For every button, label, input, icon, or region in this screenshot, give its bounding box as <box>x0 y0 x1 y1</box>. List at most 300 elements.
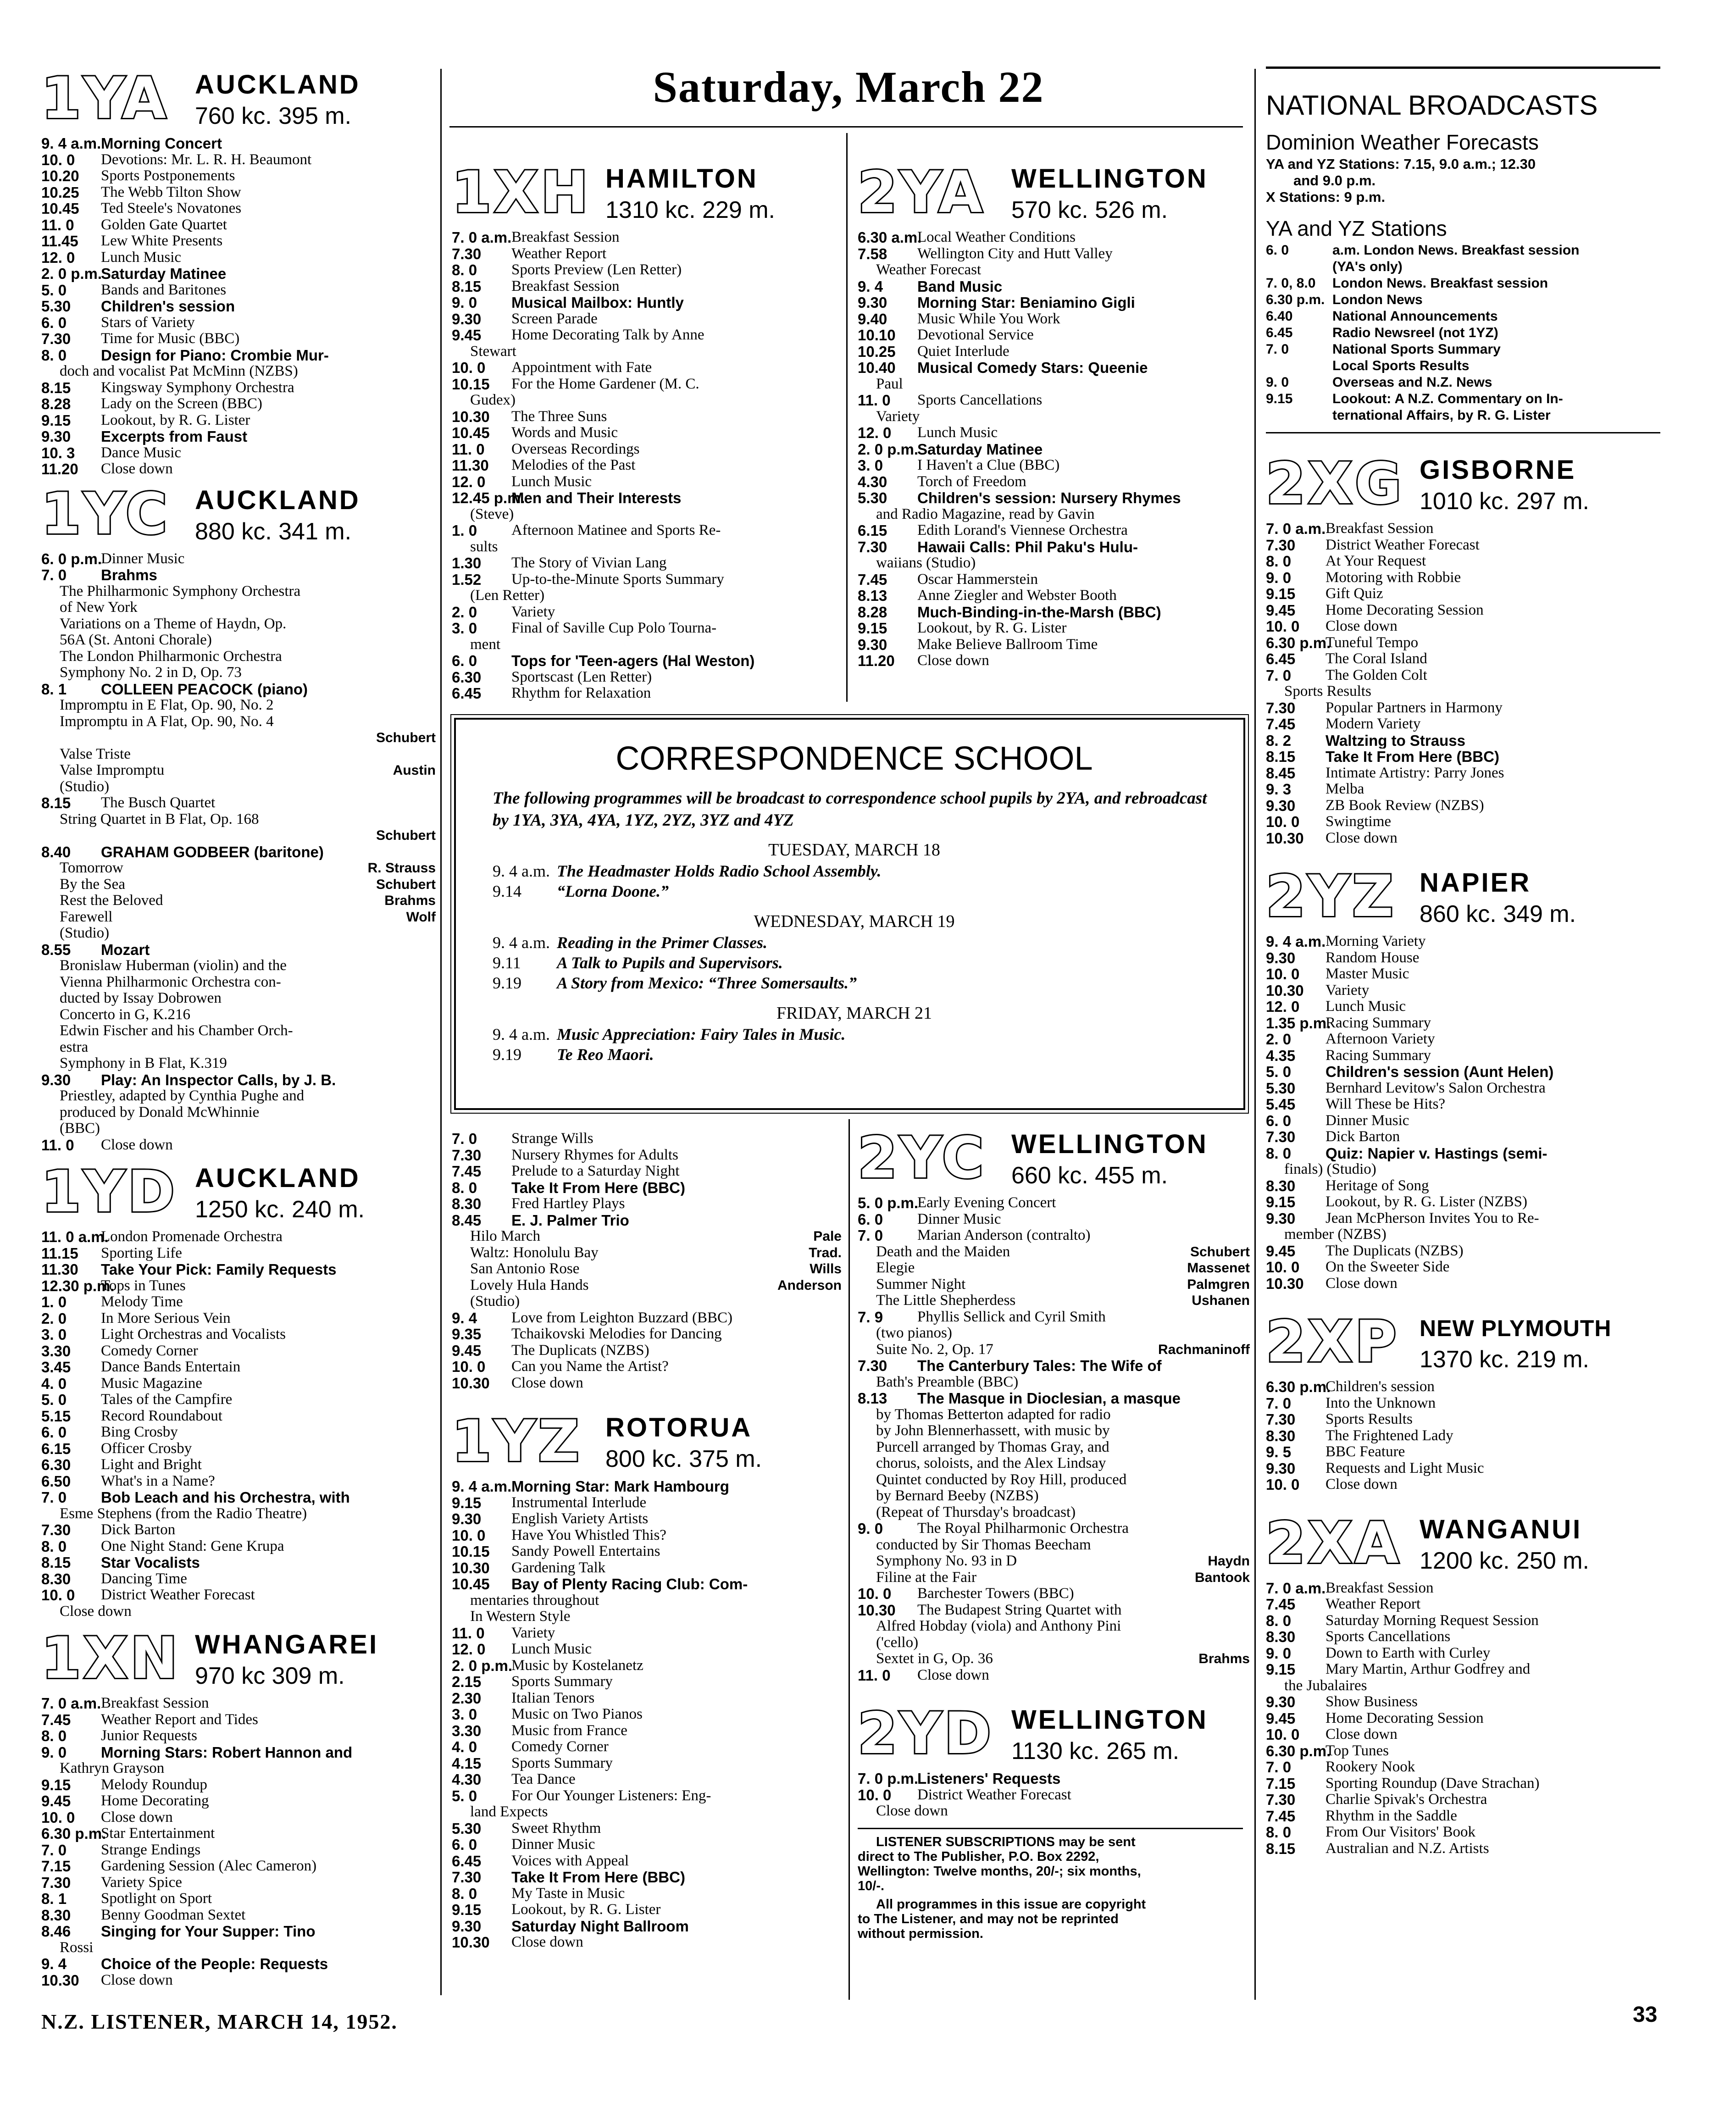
programme-continuation: member (NZBS) <box>1284 1226 1387 1243</box>
national-title: NATIONAL BROADCASTS <box>1266 90 1598 121</box>
programme-title: Bay of Plenty Racing Club: Com- <box>511 1576 748 1592</box>
programme-time: 3.30 <box>452 1722 482 1739</box>
programme-time: 7. 0 a.m. <box>41 1695 101 1712</box>
station-frequency: 880 kc. 341 m. <box>195 518 352 545</box>
programme-title: Make Believe Ballroom Time <box>917 636 1098 653</box>
national-row <box>1266 275 1665 292</box>
programme-title: Sports Summary <box>511 1674 613 1690</box>
programme-title: Australian and N.Z. Artists <box>1326 1840 1489 1857</box>
programme-row <box>858 1520 1250 1537</box>
station-frequency: 1370 kc. 219 m. <box>1420 1346 1589 1373</box>
programme-time: 4.30 <box>858 473 887 490</box>
programme-time: 6.30 p.m. <box>41 1825 106 1842</box>
programme-row <box>452 1147 842 1164</box>
programme-row <box>41 1473 436 1490</box>
programme-row <box>1266 1694 1665 1710</box>
programme-title: Morning Star: Beniamino Gigli <box>917 294 1135 311</box>
programme-title: Motoring with Robbie <box>1326 569 1461 586</box>
programme-time: 9.30 <box>452 1917 482 1935</box>
programme-time: 9. 4 a.m. <box>1266 933 1326 950</box>
programme-row <box>1266 716 1665 732</box>
programme-work <box>858 1293 1250 1309</box>
programme-row <box>1266 1031 1665 1048</box>
work-title: Valse Triste <box>60 745 131 762</box>
programme-time: 11. 0 <box>41 216 74 233</box>
programme-title: Fred Hartley Plays <box>511 1196 625 1212</box>
programme-row <box>41 1972 436 1989</box>
programme-continuation: Impromptu in A Flat, Op. 90, No. 4 <box>60 713 274 730</box>
programme-time: 2. 0 <box>452 603 477 621</box>
programme-time: 10.45 <box>452 1576 490 1592</box>
station-city: AUCKLAND <box>195 485 361 515</box>
programme-time: 7. 0 <box>1266 1394 1292 1412</box>
national-row <box>1266 341 1665 358</box>
station-call-sign: 2YC <box>858 1125 987 1191</box>
programme-continuation: waiians (Studio) <box>876 555 976 571</box>
programme-time: 8. 0 <box>41 1727 67 1744</box>
programme-continuation: ('cello) <box>876 1634 919 1651</box>
programme-title: Breakfast Session <box>101 1695 209 1711</box>
programme-title: Quiz: Napier v. Hastings (semi- <box>1326 1145 1547 1161</box>
programme-title: Junior Requests <box>101 1728 197 1744</box>
programme-time: 7.58 <box>858 245 887 262</box>
programme-row <box>41 282 436 299</box>
programme-title: Band Music <box>917 278 1003 294</box>
programme-row <box>452 490 842 506</box>
programme-time: 8.15 <box>41 379 71 396</box>
station-city: GISBORNE <box>1420 455 1576 485</box>
station-header <box>41 1160 436 1229</box>
programme-title: Saturday Matinee <box>917 441 1043 457</box>
programme-time: 10. 0 <box>858 1786 892 1803</box>
programme-title: Music from France <box>511 1722 627 1739</box>
programme-row <box>452 246 842 262</box>
correspondence-time: 9.14 <box>493 882 521 900</box>
programme-time: 7. 0 a.m. <box>452 229 512 246</box>
programme-row <box>452 294 842 311</box>
programme-row <box>858 1195 1250 1211</box>
programme-continuation: sults <box>470 538 498 555</box>
column-rule-2 <box>846 133 848 702</box>
national-programme: Overseas and N.Z. News <box>1332 375 1492 390</box>
programme-title: Words and Music <box>511 425 618 441</box>
programme-title: Will These be Hits? <box>1326 1096 1446 1112</box>
column-rule-4 <box>1254 69 1256 2000</box>
station-1yc <box>41 482 436 1154</box>
programme-row <box>1266 1259 1665 1276</box>
programme-title: Marian Anderson (contralto) <box>917 1227 1091 1243</box>
programme-row <box>858 246 1250 262</box>
programme-title: Sports Postponements <box>101 168 235 184</box>
programme-title: Breakfast Session <box>1326 1580 1434 1596</box>
programme-row <box>452 522 842 539</box>
programme-work <box>858 1553 1250 1570</box>
programme-row <box>858 572 1250 588</box>
programme-row <box>452 1771 842 1788</box>
programme-title: Tops for 'Teen-agers (Hal Weston) <box>511 653 755 669</box>
programme-row <box>452 1543 842 1560</box>
programme-title: Anne Ziegler and Webster Booth <box>917 588 1117 604</box>
programme-title: Close down <box>1326 618 1398 634</box>
programme-title: Local Weather Conditions <box>917 229 1076 245</box>
programme-title: The Duplicats (NZBS) <box>511 1342 649 1359</box>
programme-continuation: produced by Donald McWhinnie <box>60 1104 260 1121</box>
programme-time: 8.13 <box>858 1390 887 1407</box>
programme-continuation: Sports Results <box>1284 683 1371 699</box>
programme-title: Into the Unknown <box>1326 1395 1436 1411</box>
national-top-rule <box>1266 67 1660 69</box>
programme-row <box>41 1522 436 1538</box>
programme-row <box>1266 1808 1665 1825</box>
station-2yz <box>1266 865 1665 1292</box>
programme-title: Saturday Matinee <box>101 266 227 282</box>
programme-title: Play: An Inspector Calls, by J. B. <box>101 1071 336 1088</box>
programme-title: ZB Book Review (NZBS) <box>1326 797 1484 814</box>
programme-title: Early Evening Concert <box>917 1195 1056 1211</box>
programme-row <box>1266 749 1665 765</box>
programme-time: 6.45 <box>452 685 482 702</box>
programme-row <box>452 1131 842 1147</box>
programme-row <box>41 1842 436 1859</box>
programme-row <box>1266 982 1665 999</box>
programme-row <box>1266 966 1665 982</box>
programme-row <box>452 669 842 686</box>
programme-row <box>41 1310 436 1327</box>
programme-continuation: by Bernard Beeby (NZBS) <box>876 1488 1039 1504</box>
programme-title: Melody Roundup <box>101 1776 207 1793</box>
programme-title: Close down <box>1326 830 1398 846</box>
correspondence-time: 9. 4 a.m. <box>493 933 550 952</box>
programme-time: 9.30 <box>858 636 887 653</box>
programme-continuation: estra <box>60 1039 89 1055</box>
programme-row <box>41 1538 436 1555</box>
programme-title: Lookout, by R. G. Lister (NZBS) <box>1326 1194 1527 1210</box>
correspondence-programme: Reading in the Primer Classes. <box>557 933 768 952</box>
programme-row <box>858 588 1250 604</box>
correspondence-item <box>493 1024 1216 1044</box>
programme-time: 4. 0 <box>41 1375 67 1392</box>
programme-work <box>858 1651 1250 1667</box>
programme-continuation: Alfred Hobday (viola) and Anthony Pini <box>876 1618 1121 1634</box>
programme-time: 9.15 <box>41 411 71 429</box>
programme-title: Torch of Freedom <box>917 473 1026 490</box>
programme-title: From Our Visitors' Book <box>1326 1824 1475 1840</box>
work-title: Elegie <box>876 1260 915 1276</box>
programme-time: 9.45 <box>1266 1242 1296 1260</box>
programme-row <box>452 1658 842 1674</box>
programme-time: 6. 0 <box>452 1836 477 1853</box>
programme-title: The Story of Vivian Lang <box>511 555 667 571</box>
programme-title: Close down <box>511 1934 583 1950</box>
programme-time: 8.30 <box>41 1906 71 1924</box>
programme-work <box>41 877 436 893</box>
programme-continuation: Symphony in B Flat, K.319 <box>60 1055 227 1071</box>
programme-time: 2. 0 <box>41 1309 67 1327</box>
programme-title: Close down <box>101 1809 173 1825</box>
programme-row <box>1266 1145 1665 1162</box>
national-time: 6. 0 <box>1266 243 1289 258</box>
programme-title: Rhythm for Relaxation <box>511 685 651 701</box>
station-header <box>452 1409 842 1478</box>
programme-work <box>452 1228 842 1245</box>
programme-work <box>858 1342 1250 1358</box>
programme-time: 10.30 <box>452 408 490 425</box>
programme-continuation: Kathryn Grayson <box>60 1760 165 1776</box>
correspondence-programme: A Story from Mexico: “Three Somersaults.” <box>557 974 857 992</box>
programme-row <box>452 1343 842 1359</box>
programme-row <box>452 229 842 246</box>
programme-title: Morning Concert <box>101 135 222 152</box>
programme-row <box>41 1858 436 1875</box>
programme-time: 9.30 <box>452 1510 482 1527</box>
programme-row <box>41 1809 436 1826</box>
programme-title: Rookery Nook <box>1326 1759 1415 1775</box>
programme-time: 5.15 <box>41 1407 71 1425</box>
programme-work <box>858 1276 1250 1293</box>
programme-time: 8.46 <box>41 1923 71 1940</box>
column-c-top <box>858 161 1250 669</box>
programme-title: The Webb Tilton Show <box>101 184 241 200</box>
work-title: San Antonio Rose <box>470 1260 580 1277</box>
subscriptions-line: direct to The Publisher, P.O. Box 2292, <box>858 1849 1099 1864</box>
programme-time: 7. 0 a.m. <box>1266 1579 1326 1597</box>
programme-row <box>41 1907 436 1924</box>
programme-time: 12. 0 <box>452 473 486 490</box>
programme-row <box>1266 635 1665 651</box>
programme-title: Appointment with Fate <box>511 360 652 376</box>
programme-title: Comedy Corner <box>101 1343 198 1359</box>
programme-title: Lookout, by R. G. Lister <box>511 1902 661 1918</box>
station-frequency: 1010 kc. 297 m. <box>1420 488 1589 515</box>
programme-title: Officer Crosby <box>101 1440 192 1457</box>
programme-row <box>858 278 1250 295</box>
programme-continuation: Close down <box>876 1803 948 1819</box>
programme-title: Singing for Your Supper: Tino <box>101 1923 316 1940</box>
programme-title: Tea Dance <box>511 1771 576 1787</box>
programme-continuation: land Expects <box>470 1804 548 1820</box>
programme-row <box>41 1875 436 1891</box>
programme-time: 7.30 <box>1266 536 1296 554</box>
programme-row <box>452 1674 842 1690</box>
national-row <box>1266 391 1665 407</box>
programme-row <box>452 1625 842 1642</box>
programme-time: 9.15 <box>452 1494 482 1511</box>
programme-title: Record Roundabout <box>101 1408 222 1424</box>
programme-time: 8.15 <box>41 794 71 811</box>
national-programme: London News. Breakfast session <box>1332 276 1548 291</box>
programme-time: 6.45 <box>452 1852 482 1870</box>
programme-row <box>1266 651 1665 667</box>
station-2yd <box>858 1702 1250 1820</box>
programme-row <box>1266 1710 1665 1727</box>
programme-row <box>1266 1460 1665 1477</box>
programme-row <box>452 604 842 621</box>
programme-row <box>41 1956 436 1972</box>
programme-row <box>41 1777 436 1793</box>
programme-continuation: (Studio) <box>60 925 110 941</box>
programme-time: 10.30 <box>1266 982 1304 999</box>
programme-title: Italian Tenors <box>511 1690 595 1706</box>
programme-title: Swingtime <box>1326 814 1392 830</box>
programme-title: Edith Lorand's Viennese Orchestra <box>917 522 1128 538</box>
station-header <box>1266 865 1665 933</box>
programme-row <box>41 795 436 811</box>
programme-title: Morning Stars: Robert Hannon and <box>101 1744 353 1760</box>
programme-row <box>452 278 842 295</box>
programme-time: 8.15 <box>41 1554 71 1571</box>
programme-row <box>1266 1759 1665 1776</box>
programme-time: 7.15 <box>1266 1775 1296 1792</box>
programme-title: Racing Summary <box>1326 1015 1431 1031</box>
station-call-sign: 2YA <box>858 160 986 226</box>
programme-title: COLLEEN PEACOCK (piano) <box>101 681 308 697</box>
national-line: and 9.0 p.m. <box>1293 172 1376 189</box>
programme-time: 6.30 p.m. <box>1266 634 1331 651</box>
programme-time: 10. 0 <box>41 1809 75 1826</box>
programme-title: Have You Whistled This? <box>511 1527 666 1543</box>
programme-time: 5. 0 p.m. <box>858 1194 919 1211</box>
programme-row <box>41 1825 436 1842</box>
programme-title: The Three Suns <box>511 408 607 425</box>
correspondence-intro: The following programmes will be broadcast to correspondence school pupils by 2YA, and rebroadcast by 1YA, 3YA, 4YA, 1YZ, 2YZ, 3YZ and 4YZ <box>493 789 1207 830</box>
programme-row <box>41 1793 436 1809</box>
programme-title: Dinner Music <box>1326 1112 1409 1129</box>
programme-time: 9. 4 a.m. <box>452 1478 512 1495</box>
station-1yd <box>41 1160 436 1620</box>
programme-title: Bernhard Levitow's Salon Orchestra <box>1326 1080 1546 1096</box>
station-frequency: 860 kc. 349 m. <box>1420 901 1576 927</box>
subscriptions-rule <box>858 1828 1243 1829</box>
programme-time: 1.30 <box>452 555 482 572</box>
programme-time: 10. 0 <box>41 1587 75 1604</box>
work-title: Sextet in G, Op. 36 <box>876 1650 993 1667</box>
programme-time: 3.45 <box>41 1359 71 1376</box>
programme-time: 8.30 <box>452 1195 482 1212</box>
programme-title: Golden Gate Quartet <box>101 216 227 233</box>
work-title: Death and the Maiden <box>876 1243 1010 1260</box>
programme-work <box>41 746 436 763</box>
programme-row <box>41 1489 436 1506</box>
column-b-bottom <box>452 1131 842 1951</box>
work-title: Tomorrow <box>60 860 123 876</box>
programme-time: 9.15 <box>1266 585 1296 602</box>
programme-row <box>1266 1841 1665 1857</box>
footer-issue: N.Z. LISTENER, MARCH 14, 1952. <box>41 2010 398 2033</box>
programme-row <box>858 1227 1250 1244</box>
programme-title: The Golden Colt <box>1326 667 1427 683</box>
programme-title: Brahms <box>101 567 157 583</box>
programme-title: Devotions: Mr. L. R. H. Beaumont <box>101 151 312 168</box>
programme-row <box>1266 999 1665 1015</box>
programme-time: 7. 0 <box>41 1841 67 1859</box>
programme-time: 10.25 <box>858 343 896 360</box>
programme-work <box>41 893 436 909</box>
programme-time: 9.45 <box>41 1792 71 1809</box>
programme-continuation: Purcell arranged by Thomas Gray, and <box>876 1439 1109 1455</box>
correspondence-title: CORRESPONDENCE SCHOOL <box>616 740 1093 777</box>
programme-time: 7.30 <box>1266 1791 1296 1808</box>
programme-row <box>41 1923 436 1940</box>
programme-time: 1. 0 <box>452 522 477 539</box>
programme-continuation: by Thomas Betterton adapted for radio <box>876 1406 1111 1423</box>
programme-title: Sports Cancellations <box>1326 1629 1451 1645</box>
programme-work <box>41 827 436 844</box>
subscriptions-note <box>858 1835 1250 1941</box>
programme-row <box>452 360 842 376</box>
programme-title: Design for Piano: Crombie Mur- <box>101 347 329 363</box>
programme-time: 10.45 <box>452 424 490 441</box>
programme-work <box>452 1261 842 1277</box>
programme-row <box>1266 1661 1665 1678</box>
programme-row <box>452 1326 842 1343</box>
correspondence-time: 9. 4 a.m. <box>493 862 550 880</box>
work-title: Suite No. 2, Op. 17 <box>876 1341 993 1358</box>
programme-title: Overseas Recordings <box>511 441 640 457</box>
station-frequency: 660 kc. 455 m. <box>1011 1162 1168 1189</box>
programme-row <box>41 1392 436 1408</box>
station-1xn <box>41 1626 436 1988</box>
programme-row <box>858 229 1250 246</box>
composer-name: Schubert <box>376 730 436 745</box>
programme-title: Lunch Music <box>101 249 182 266</box>
programme-row <box>858 1787 1250 1803</box>
station-frequency: 800 kc. 375 m. <box>605 1446 762 1472</box>
programme-row <box>41 266 436 282</box>
programme-row <box>452 1755 842 1772</box>
work-title: The Little Shepherdess <box>876 1292 1016 1309</box>
programme-row <box>41 184 436 201</box>
programme-time: 8.15 <box>1266 748 1296 765</box>
programme-time: 2. 0 p.m. <box>41 265 102 282</box>
programme-time: 10.40 <box>858 359 896 376</box>
column-c-bottom <box>858 1126 1250 1941</box>
programme-row <box>41 1441 436 1457</box>
programme-time: 3.30 <box>41 1342 71 1359</box>
programme-title: Children's session: Nursery Rhymes <box>917 490 1181 506</box>
programme-title: The Coral Island <box>1326 651 1427 667</box>
programme-title: Gardening Session (Alec Cameron) <box>101 1858 317 1874</box>
station-2ya <box>858 161 1250 669</box>
programme-continuation: Rossi <box>60 1939 94 1956</box>
title-rule <box>449 126 1243 128</box>
programme-title: Music on Two Pianos <box>511 1706 643 1722</box>
programme-continuation: Priestley, adapted by Cynthia Pughe and <box>60 1088 305 1104</box>
programme-time: 8.28 <box>858 603 887 621</box>
correspondence-programme: Te Reo Maori. <box>557 1045 654 1064</box>
composer-name: Palmgren <box>1187 1276 1250 1292</box>
programme-row <box>452 441 842 458</box>
programme-time: 7.30 <box>41 1874 71 1891</box>
subscriptions-line: without permission. <box>858 1926 983 1941</box>
programme-time: 8.15 <box>1266 1840 1296 1857</box>
programme-title: Lew White Presents <box>101 233 223 249</box>
work-title: Valse Impromptu <box>60 762 165 778</box>
national-programme: National Announcements <box>1332 309 1498 324</box>
programme-continuation: Esme Stephens (from the Radio Theatre) <box>60 1505 307 1522</box>
programme-row <box>858 360 1250 376</box>
programme-row <box>858 522 1250 539</box>
national-continuation: Local Sports Results <box>1332 358 1470 373</box>
programme-time: 8.45 <box>452 1211 482 1229</box>
programme-row <box>1266 1276 1665 1292</box>
programme-row <box>858 344 1250 360</box>
programme-title: Kingsway Symphony Orchestra <box>101 379 294 396</box>
programme-row <box>41 152 436 168</box>
programme-title: Jean McPherson Invites You to Re- <box>1326 1210 1539 1226</box>
programme-row <box>1266 1580 1665 1597</box>
programme-title: Close down <box>511 1375 583 1391</box>
programme-time: 11. 0 <box>858 392 891 409</box>
